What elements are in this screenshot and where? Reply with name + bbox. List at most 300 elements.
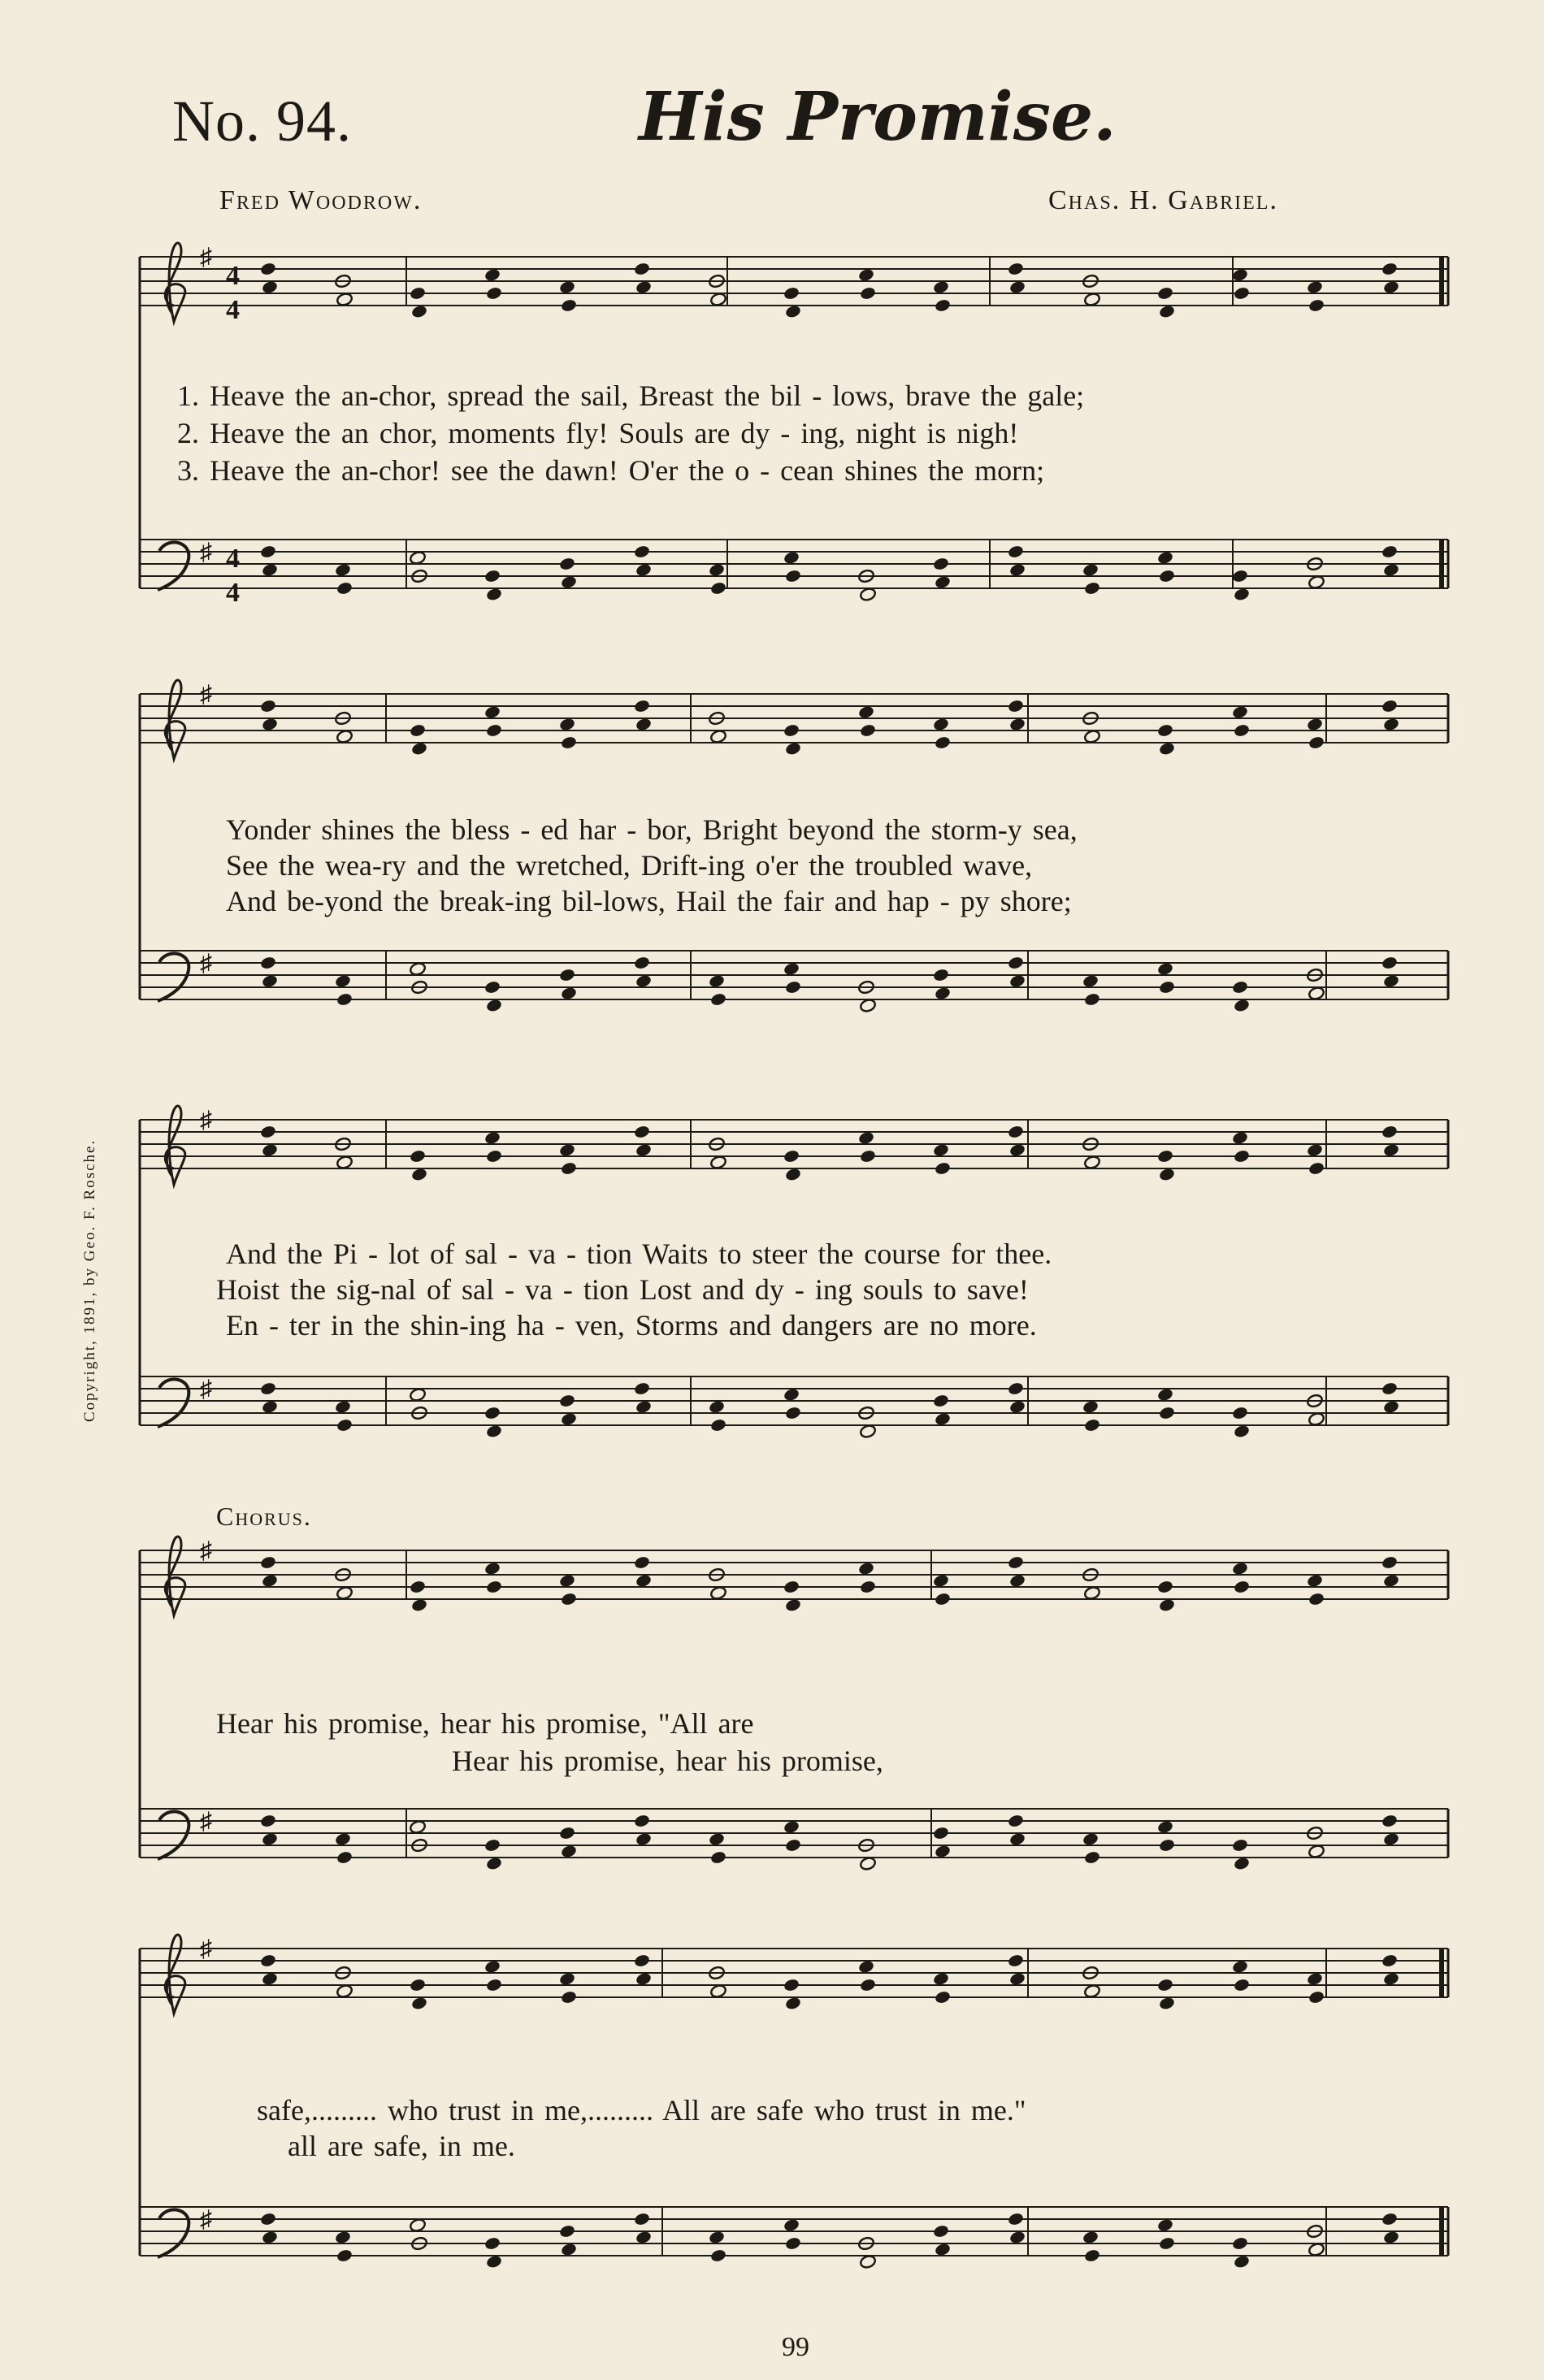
note-head bbox=[783, 2217, 800, 2232]
note-head bbox=[484, 1406, 501, 1420]
note-head bbox=[1156, 1819, 1173, 1834]
note-head bbox=[334, 1399, 351, 1414]
sharp-icon: ♯ bbox=[200, 2206, 212, 2233]
note-head bbox=[635, 973, 652, 988]
lyric-line: safe,......... who trust in me,......... All are safe who trust in me." bbox=[257, 2094, 1026, 2126]
note-head bbox=[784, 980, 801, 995]
note-head bbox=[1233, 723, 1250, 738]
note-head bbox=[1156, 1580, 1173, 1594]
note-head bbox=[1007, 1125, 1024, 1139]
note-head bbox=[1083, 292, 1100, 306]
note-head bbox=[783, 1978, 800, 1992]
note-head bbox=[1308, 1411, 1325, 1426]
note-head bbox=[560, 1161, 577, 1176]
treble-clef-icon bbox=[165, 1537, 184, 1615]
note-head bbox=[1082, 2230, 1099, 2244]
note-head bbox=[484, 569, 501, 583]
note-head bbox=[1233, 998, 1250, 1012]
note-head bbox=[485, 1424, 502, 1438]
note-head bbox=[1083, 1418, 1100, 1433]
note-head bbox=[1007, 544, 1024, 559]
note-head bbox=[633, 1125, 650, 1139]
note-head bbox=[857, 1130, 874, 1145]
note-head bbox=[1306, 1573, 1323, 1588]
note-head bbox=[336, 581, 353, 596]
note-head bbox=[1231, 267, 1248, 282]
lyric-line: Hear his promise, hear his promise, "All are bbox=[216, 1707, 754, 1740]
copyright-notice: Copyright, 1891, by Geo. F. Rosche. bbox=[81, 1138, 98, 1422]
note-head bbox=[932, 1394, 949, 1408]
note-head bbox=[1231, 704, 1248, 719]
note-head bbox=[261, 562, 278, 577]
note-head bbox=[1158, 1406, 1175, 1420]
note-head bbox=[560, 298, 577, 313]
note-head bbox=[334, 562, 351, 577]
note-head bbox=[1008, 1142, 1026, 1157]
lyric-line: En - ter in the shin-ing ha - ven, Storms and dangers are no more. bbox=[226, 1309, 1037, 1342]
note-head bbox=[558, 1573, 575, 1588]
note-head bbox=[1083, 1850, 1100, 1865]
note-head bbox=[859, 587, 876, 601]
note-head bbox=[1156, 961, 1173, 976]
note-head bbox=[859, 723, 876, 738]
note-head bbox=[1008, 1971, 1026, 1986]
note-head bbox=[1083, 729, 1100, 743]
note-head bbox=[1308, 1592, 1325, 1606]
note-head bbox=[1381, 262, 1398, 276]
note-head bbox=[1308, 2242, 1325, 2256]
note-head bbox=[485, 587, 502, 601]
note-head bbox=[709, 992, 726, 1007]
note-head bbox=[783, 961, 800, 976]
note-head bbox=[1308, 1990, 1325, 2005]
note-head bbox=[859, 2254, 876, 2269]
note-head bbox=[859, 998, 876, 1012]
time-sig-top: 4 bbox=[226, 544, 240, 574]
time-sig-bottom: 4 bbox=[226, 578, 240, 608]
note-head bbox=[934, 298, 951, 313]
note-head bbox=[410, 304, 427, 319]
note-head bbox=[633, 1814, 650, 1828]
note-head bbox=[410, 741, 427, 756]
note-head bbox=[633, 2212, 650, 2226]
note-head bbox=[932, 968, 949, 982]
note-head bbox=[709, 1585, 726, 1600]
note-head bbox=[261, 1832, 278, 1846]
note-head bbox=[334, 2230, 351, 2244]
note-head bbox=[934, 1411, 951, 1426]
note-head bbox=[560, 1844, 577, 1858]
bass-clef-icon bbox=[158, 1811, 189, 1859]
note-head bbox=[1156, 1149, 1173, 1164]
note-head bbox=[1008, 280, 1026, 294]
note-head bbox=[934, 1161, 951, 1176]
note-head bbox=[259, 1555, 276, 1570]
note-head bbox=[635, 717, 652, 731]
note-head bbox=[1231, 1838, 1248, 1853]
note-head bbox=[1381, 1381, 1398, 1396]
note-head bbox=[336, 729, 353, 743]
note-head bbox=[261, 280, 278, 294]
note-head bbox=[784, 1996, 801, 2010]
note-head bbox=[1382, 1971, 1399, 1986]
note-head bbox=[560, 1411, 577, 1426]
note-head bbox=[259, 262, 276, 276]
note-head bbox=[934, 574, 951, 589]
note-head bbox=[635, 1142, 652, 1157]
note-head bbox=[1158, 741, 1175, 756]
bass-clef-icon bbox=[158, 542, 189, 590]
note-head bbox=[934, 2242, 951, 2256]
note-head bbox=[336, 992, 353, 1007]
note-head bbox=[409, 1149, 426, 1164]
note-head bbox=[560, 986, 577, 1000]
note-head bbox=[485, 723, 502, 738]
note-head bbox=[633, 1953, 650, 1968]
note-head bbox=[859, 1978, 876, 1992]
note-head bbox=[932, 557, 949, 571]
note-head bbox=[485, 286, 502, 301]
note-head bbox=[932, 2224, 949, 2239]
note-head bbox=[484, 2236, 501, 2251]
note-head bbox=[1306, 1142, 1323, 1157]
note-head bbox=[334, 973, 351, 988]
note-head bbox=[1007, 1555, 1024, 1570]
note-head bbox=[410, 1167, 427, 1181]
sharp-icon: ♯ bbox=[200, 1936, 212, 1962]
note-head bbox=[708, 562, 725, 577]
note-head bbox=[709, 729, 726, 743]
lyric-line: See the wea-ry and the wretched, Drift-ing o'er the troubled wave, bbox=[226, 849, 1033, 882]
note-head bbox=[484, 980, 501, 995]
note-head bbox=[709, 1983, 726, 1998]
note-head bbox=[1008, 1832, 1026, 1846]
note-head bbox=[709, 1850, 726, 1865]
lyric-line: all are safe, in me. bbox=[288, 2130, 515, 2162]
note-head bbox=[409, 550, 426, 565]
time-sig-bottom: 4 bbox=[226, 295, 240, 325]
note-head bbox=[1082, 1832, 1099, 1846]
note-head bbox=[484, 1959, 501, 1974]
note-head bbox=[1082, 1399, 1099, 1414]
treble-clef-icon bbox=[165, 1935, 184, 2014]
note-head bbox=[1382, 1573, 1399, 1588]
note-head bbox=[1231, 1561, 1248, 1576]
note-head bbox=[1382, 2230, 1399, 2244]
hymn-title: His Promise. bbox=[639, 78, 1117, 156]
note-head bbox=[934, 1592, 951, 1606]
note-head bbox=[1233, 1978, 1250, 1992]
note-head bbox=[1233, 1580, 1250, 1594]
note-head bbox=[1007, 956, 1024, 970]
note-head bbox=[1008, 717, 1026, 731]
note-head bbox=[709, 1418, 726, 1433]
note-head bbox=[635, 1573, 652, 1588]
note-head bbox=[1083, 1585, 1100, 1600]
note-head bbox=[932, 1826, 949, 1840]
author-credit: Fred Woodrow. bbox=[219, 185, 423, 215]
note-head bbox=[1381, 1555, 1398, 1570]
note-head bbox=[932, 280, 949, 294]
note-head bbox=[633, 544, 650, 559]
note-head bbox=[783, 1580, 800, 1594]
note-head bbox=[1007, 1953, 1024, 1968]
note-head bbox=[1382, 1832, 1399, 1846]
note-head bbox=[1156, 1978, 1173, 1992]
note-head bbox=[934, 735, 951, 750]
note-head bbox=[1158, 1598, 1175, 1612]
note-head bbox=[336, 1850, 353, 1865]
note-head bbox=[259, 699, 276, 713]
note-head bbox=[558, 717, 575, 731]
note-head bbox=[1306, 1971, 1323, 1986]
note-head bbox=[633, 262, 650, 276]
note-head bbox=[859, 1580, 876, 1594]
note-head bbox=[708, 973, 725, 988]
note-head bbox=[1231, 980, 1248, 995]
sharp-icon: ♯ bbox=[200, 1107, 212, 1134]
note-head bbox=[1156, 2217, 1173, 2232]
note-head bbox=[1231, 1130, 1248, 1145]
note-head bbox=[334, 1832, 351, 1846]
note-head bbox=[1381, 1814, 1398, 1828]
note-head bbox=[409, 2217, 426, 2232]
sharp-icon: ♯ bbox=[200, 244, 212, 271]
note-head bbox=[1083, 581, 1100, 596]
note-head bbox=[1158, 1838, 1175, 1853]
note-head bbox=[485, 1580, 502, 1594]
note-head bbox=[560, 735, 577, 750]
note-head bbox=[934, 1990, 951, 2005]
treble-clef-icon bbox=[165, 1106, 184, 1185]
treble-clef-icon bbox=[165, 680, 184, 759]
note-head bbox=[484, 1838, 501, 1853]
lyric-line: And be-yond the break-ing bil-lows, Hail the fair and hap - py shore; bbox=[226, 885, 1072, 917]
note-head bbox=[859, 1424, 876, 1438]
note-head bbox=[1308, 986, 1325, 1000]
note-head bbox=[259, 1381, 276, 1396]
lyric-line: 2. Heave the an chor, moments fly! Souls are dy - ing, night is nigh! bbox=[177, 417, 1019, 449]
note-head bbox=[932, 1142, 949, 1157]
note-head bbox=[1231, 1406, 1248, 1420]
note-head bbox=[484, 1561, 501, 1576]
sharp-icon: ♯ bbox=[200, 1537, 212, 1564]
note-head bbox=[261, 717, 278, 731]
note-head bbox=[708, 2230, 725, 2244]
note-head bbox=[1233, 1856, 1250, 1871]
note-head bbox=[1231, 2236, 1248, 2251]
sharp-icon: ♯ bbox=[200, 950, 212, 977]
note-head bbox=[409, 961, 426, 976]
note-head bbox=[259, 956, 276, 970]
note-head bbox=[1156, 286, 1173, 301]
note-head bbox=[261, 1399, 278, 1414]
note-head bbox=[1156, 723, 1173, 738]
note-head bbox=[1158, 980, 1175, 995]
note-head bbox=[259, 2212, 276, 2226]
note-head bbox=[783, 550, 800, 565]
note-head bbox=[259, 1814, 276, 1828]
note-head bbox=[1381, 1953, 1398, 1968]
note-head bbox=[484, 267, 501, 282]
note-head bbox=[1306, 717, 1323, 731]
note-head bbox=[558, 1971, 575, 1986]
note-head bbox=[485, 998, 502, 1012]
note-head bbox=[1382, 1142, 1399, 1157]
composer-credit: Chas. H. Gabriel. bbox=[1048, 185, 1278, 215]
note-head bbox=[485, 1149, 502, 1164]
note-head bbox=[485, 1856, 502, 1871]
note-head bbox=[1382, 717, 1399, 731]
note-head bbox=[709, 581, 726, 596]
lyric-line: Yonder shines the bless - ed har - bor, Bright beyond the storm-y sea, bbox=[226, 813, 1078, 846]
note-head bbox=[784, 1838, 801, 1853]
note-head bbox=[1233, 587, 1250, 601]
note-head bbox=[1083, 992, 1100, 1007]
note-head bbox=[1381, 2212, 1398, 2226]
note-head bbox=[635, 1399, 652, 1414]
note-head bbox=[857, 1561, 874, 1576]
hymn-number: No. 94. bbox=[172, 89, 352, 154]
note-head bbox=[1308, 574, 1325, 589]
note-head bbox=[261, 1573, 278, 1588]
note-head bbox=[259, 1125, 276, 1139]
note-head bbox=[1007, 262, 1024, 276]
note-head bbox=[1082, 973, 1099, 988]
note-head bbox=[560, 1990, 577, 2005]
note-head bbox=[261, 1971, 278, 1986]
note-head bbox=[1083, 2248, 1100, 2263]
note-head bbox=[1007, 699, 1024, 713]
note-head bbox=[857, 267, 874, 282]
note-head bbox=[783, 1819, 800, 1834]
note-head bbox=[1158, 304, 1175, 319]
note-head bbox=[1008, 2230, 1026, 2244]
note-head bbox=[409, 1387, 426, 1402]
note-head bbox=[708, 1832, 725, 1846]
note-head bbox=[1308, 735, 1325, 750]
note-head bbox=[1231, 569, 1248, 583]
note-head bbox=[558, 1142, 575, 1157]
note-head bbox=[932, 717, 949, 731]
note-head bbox=[409, 1580, 426, 1594]
note-head bbox=[1308, 1844, 1325, 1858]
note-head bbox=[259, 544, 276, 559]
note-head bbox=[1008, 973, 1026, 988]
note-head bbox=[784, 569, 801, 583]
note-head bbox=[336, 1155, 353, 1169]
note-head bbox=[261, 973, 278, 988]
note-head bbox=[336, 1418, 353, 1433]
note-head bbox=[1231, 1959, 1248, 1974]
note-head bbox=[709, 292, 726, 306]
note-head bbox=[784, 1167, 801, 1181]
note-head bbox=[635, 562, 652, 577]
note-head bbox=[1381, 699, 1398, 713]
bass-clef-icon bbox=[158, 1379, 189, 1427]
note-head bbox=[558, 2224, 575, 2239]
note-head bbox=[1233, 1149, 1250, 1164]
note-head bbox=[1158, 2236, 1175, 2251]
note-head bbox=[409, 723, 426, 738]
lyric-line: Hear his promise, hear his promise, bbox=[452, 1745, 883, 1777]
note-head bbox=[1158, 569, 1175, 583]
note-head bbox=[1381, 1125, 1398, 1139]
sharp-icon: ♯ bbox=[200, 539, 212, 566]
note-head bbox=[558, 1394, 575, 1408]
note-head bbox=[857, 1959, 874, 1974]
note-head bbox=[784, 1406, 801, 1420]
note-head bbox=[560, 574, 577, 589]
note-head bbox=[1382, 562, 1399, 577]
note-head bbox=[560, 2242, 577, 2256]
note-head bbox=[558, 557, 575, 571]
note-head bbox=[859, 286, 876, 301]
bass-clef-icon bbox=[158, 2209, 189, 2257]
note-head bbox=[934, 986, 951, 1000]
note-head bbox=[1381, 544, 1398, 559]
note-head bbox=[932, 1971, 949, 1986]
sharp-icon: ♯ bbox=[200, 681, 212, 708]
note-head bbox=[1381, 956, 1398, 970]
note-head bbox=[1306, 280, 1323, 294]
note-head bbox=[1008, 562, 1026, 577]
note-head bbox=[1308, 1161, 1325, 1176]
treble-clef-icon bbox=[165, 243, 184, 322]
note-head bbox=[409, 1978, 426, 1992]
note-head bbox=[1083, 1983, 1100, 1998]
note-head bbox=[1007, 1814, 1024, 1828]
sharp-icon: ♯ bbox=[200, 1376, 212, 1402]
note-head bbox=[1008, 1399, 1026, 1414]
lyric-line: 3. Heave the an-chor! see the dawn! O'er the o - cean shines the morn; bbox=[177, 454, 1045, 487]
note-head bbox=[635, 280, 652, 294]
note-head bbox=[1158, 1996, 1175, 2010]
note-head bbox=[783, 286, 800, 301]
note-head bbox=[934, 1844, 951, 1858]
note-head bbox=[336, 1585, 353, 1600]
note-head bbox=[410, 1996, 427, 2010]
lyric-line: Hoist the sig-nal of sal - va - tion Lost and dy - ing souls to save! bbox=[216, 1273, 1029, 1306]
note-head bbox=[1382, 1399, 1399, 1414]
note-head bbox=[709, 1155, 726, 1169]
sharp-icon: ♯ bbox=[200, 1808, 212, 1835]
note-head bbox=[261, 1142, 278, 1157]
note-head bbox=[1082, 562, 1099, 577]
note-head bbox=[484, 1130, 501, 1145]
note-head bbox=[261, 2230, 278, 2244]
note-head bbox=[708, 1399, 725, 1414]
note-head bbox=[259, 1953, 276, 1968]
note-head bbox=[633, 956, 650, 970]
note-head bbox=[1233, 2254, 1250, 2269]
note-head bbox=[1156, 1387, 1173, 1402]
note-head bbox=[783, 1387, 800, 1402]
note-head bbox=[633, 1381, 650, 1396]
note-head bbox=[1156, 550, 1173, 565]
note-head bbox=[336, 2248, 353, 2263]
note-head bbox=[633, 1555, 650, 1570]
note-head bbox=[635, 1832, 652, 1846]
note-head bbox=[485, 1978, 502, 1992]
note-head bbox=[558, 280, 575, 294]
note-head bbox=[1233, 1424, 1250, 1438]
note-head bbox=[635, 2230, 652, 2244]
note-head bbox=[932, 1573, 949, 1588]
note-head bbox=[1008, 1573, 1026, 1588]
note-head bbox=[558, 1826, 575, 1840]
bass-clef-icon bbox=[158, 953, 189, 1001]
